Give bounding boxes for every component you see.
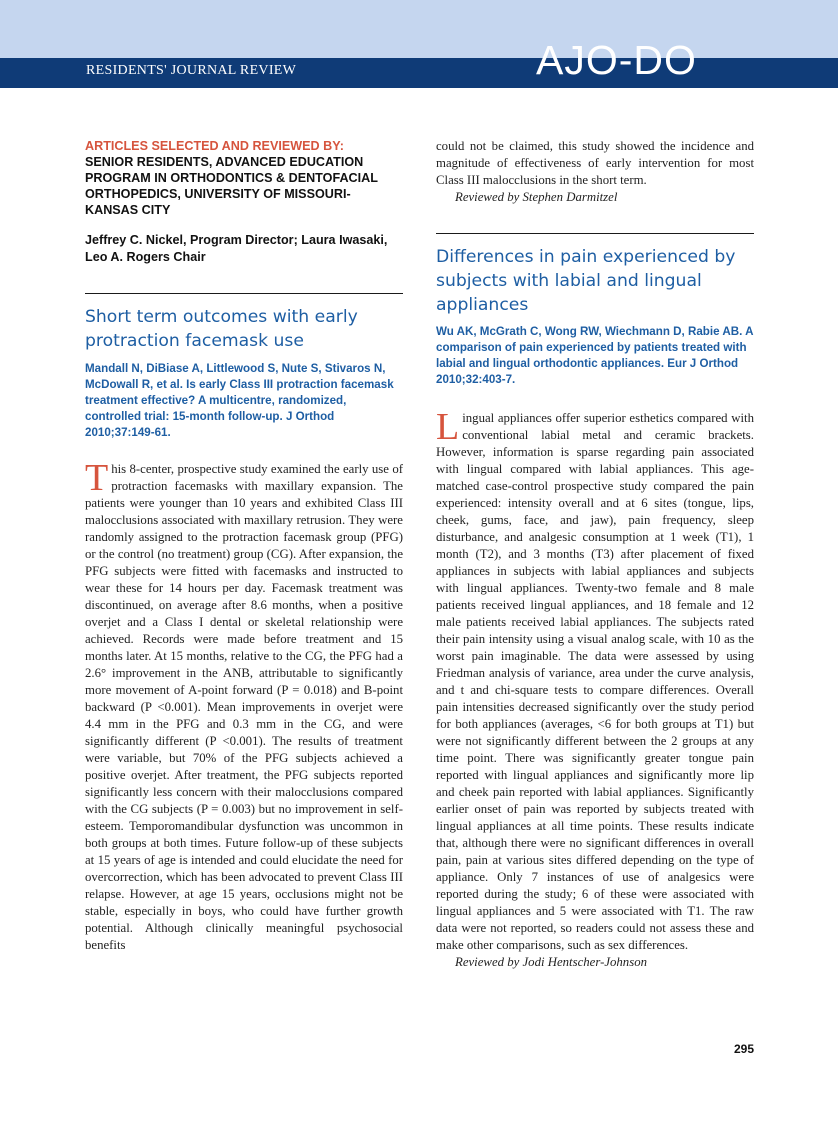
article-body-continued: could not be claimed, this study showed the incidence and magnitude of effectiveness of early intervention for most Class III malocclusions in the short term.: [436, 139, 754, 187]
reviewer-credit: Reviewed by Jodi Hentscher-Johnson: [455, 955, 647, 969]
right-column: [436, 138, 754, 971]
article-title: Short term outcomes with early protraction facemask use: [85, 307, 358, 351]
program-directors: Jeffrey C. Nickel, Program Director; Laura Iwasaki, Leo A. Rogers Chair: [85, 233, 388, 264]
article-body: [85, 457, 403, 954]
journal-logo: AJO-DO: [536, 37, 697, 83]
section-divider: [85, 293, 403, 294]
header-band: [0, 0, 838, 58]
reviewer-credit: Reviewed by Stephen Darmitzel: [455, 190, 618, 204]
section-label: RESIDENTS' JOURNAL REVIEW: [86, 63, 297, 78]
article-citation: Mandall N, DiBiase A, Littlewood S, Nute S, Stivaros N, McDowall R, et al. Is early Class III protraction facemask treatment effective? A multicentre, randomized, controlled trial: 15-month follow-up. J Orthod 2010;37:149-61.: [85, 362, 394, 439]
article-citation: Wu AK, McGrath C, Wong RW, Wiechmann D, Rabie AB. A comparison of pain experienced by patients treated with labial and lingual orthodontic appliances. Eur J Orthod 2010;32:403-7.: [436, 325, 754, 386]
left-column: [85, 138, 403, 954]
section-divider: [436, 233, 754, 234]
article-body: [436, 406, 754, 954]
drop-cap: T: [85, 457, 109, 499]
article-title: Differences in pain experienced by subjects with labial and lingual appliances: [436, 247, 736, 315]
drop-cap: L: [436, 406, 460, 448]
article-body-text: his 8-center, prospective study examined the early use of protraction facemasks with maxillary expansion. The patients were younger than 10 years and exhibited Class III malocclusions associated with maxillary retrusion. They were randomly assigned to the protraction facemask group (PFG) or the control (no treatment) group (CG). After expansion, the PFG subjects were fitted with facemasks and instructed to wear these for 14 hours per day. Facemask treatment was discontinued, on average after 8.6 months, when a positive overjet and a Class I dental or skeletal relationship were achieved. Records were made before treatment and 15 months later. At 15 months, relative to the CG, the PFG had a 2.6° improvement in the ANB, attributable to significantly more movement of A-point forward (P = 0.018) and B-point backward (P <0.001). Mean improvements in overjet were 4.4 mm in the PFG and 0.3 mm in the CG, and were significantly different (P <0.001). The results of treatment were variable, but 70% of the PFG subjects achieved a positive overjet. After treatment, the PFG subjects reported significantly less concern with their malocclusions compared with the CG subjects (P = 0.003) but no improvement in self-esteem. Temporomandibular dysfunction was uncommon in both groups at both times. Future follow-up of these subjects at 15 years of age is intended and could elucidate the need for overcorrection, which has been advocated to prevent Class III relapse. However, at age 15 years, occlusions might not be stable, especially in boys, who could have further growth potential. Although clinically meaningful psychosocial benefits: [85, 462, 403, 952]
selection-organization: SENIOR RESIDENTS, ADVANCED EDUCATION PROGRAM IN ORTHODONTICS & DENTOFACIAL ORTHOPEDICS, UNIVERSITY OF MISSOURI-KANSAS CITY: [85, 155, 378, 217]
page-number: 295: [733, 1042, 754, 1056]
selection-heading: ARTICLES SELECTED AND REVIEWED BY:: [85, 139, 344, 153]
article-body-text: ingual appliances offer superior esthetics compared with conventional labial metal and ceramic brackets. However, information is sparse regarding pain associated with lingual compared with labial appliances. This age-matched case-control prospective study compared the pain experienced: intensity overall and at 6 sites (tongue, lips, cheek, gums, face, and jaw), pain frequency, sleep disturbance, and analgesic consumption at 1 week (T1), 1 month (T2), and 3 months (T3) after placement of fixed appliances in subjects with labial appliances and subjects with lingual appliances. Twenty-two female and 8 male patients received lingual appliances, and 18 female and 12 male patients received labial appliances. The subjects rated their pain intensity using a visual analog scale, with 10 as the worst pain imaginable. The data were assessed by using Friedman analysis of variance, area under the curve analysis, and t and chi-square tests to compare differences. Overall pain intensities decreased significantly over the study period for both appliances (averages, <6 for both groups at T1) but were not significantly different between the 2 groups at any time point. There was significantly greater tongue pain reported with lingual appliances and significantly more lip and cheek pain reported with labial appliances. Significantly earlier onset of pain was reported by subjects treated with lingual appliances at all time points. These results indicate that, although there were no significant differences in overall pain, pain at various sites differed depending on the type of appliance. Only 7 instances of use of analgesics were reported during the study; 6 of these were associated with lingual appliances and 5 were associated with T1. The raw data were not reported, so readers could not assess these and make other comparisons, such as sex differences.: [436, 411, 754, 952]
